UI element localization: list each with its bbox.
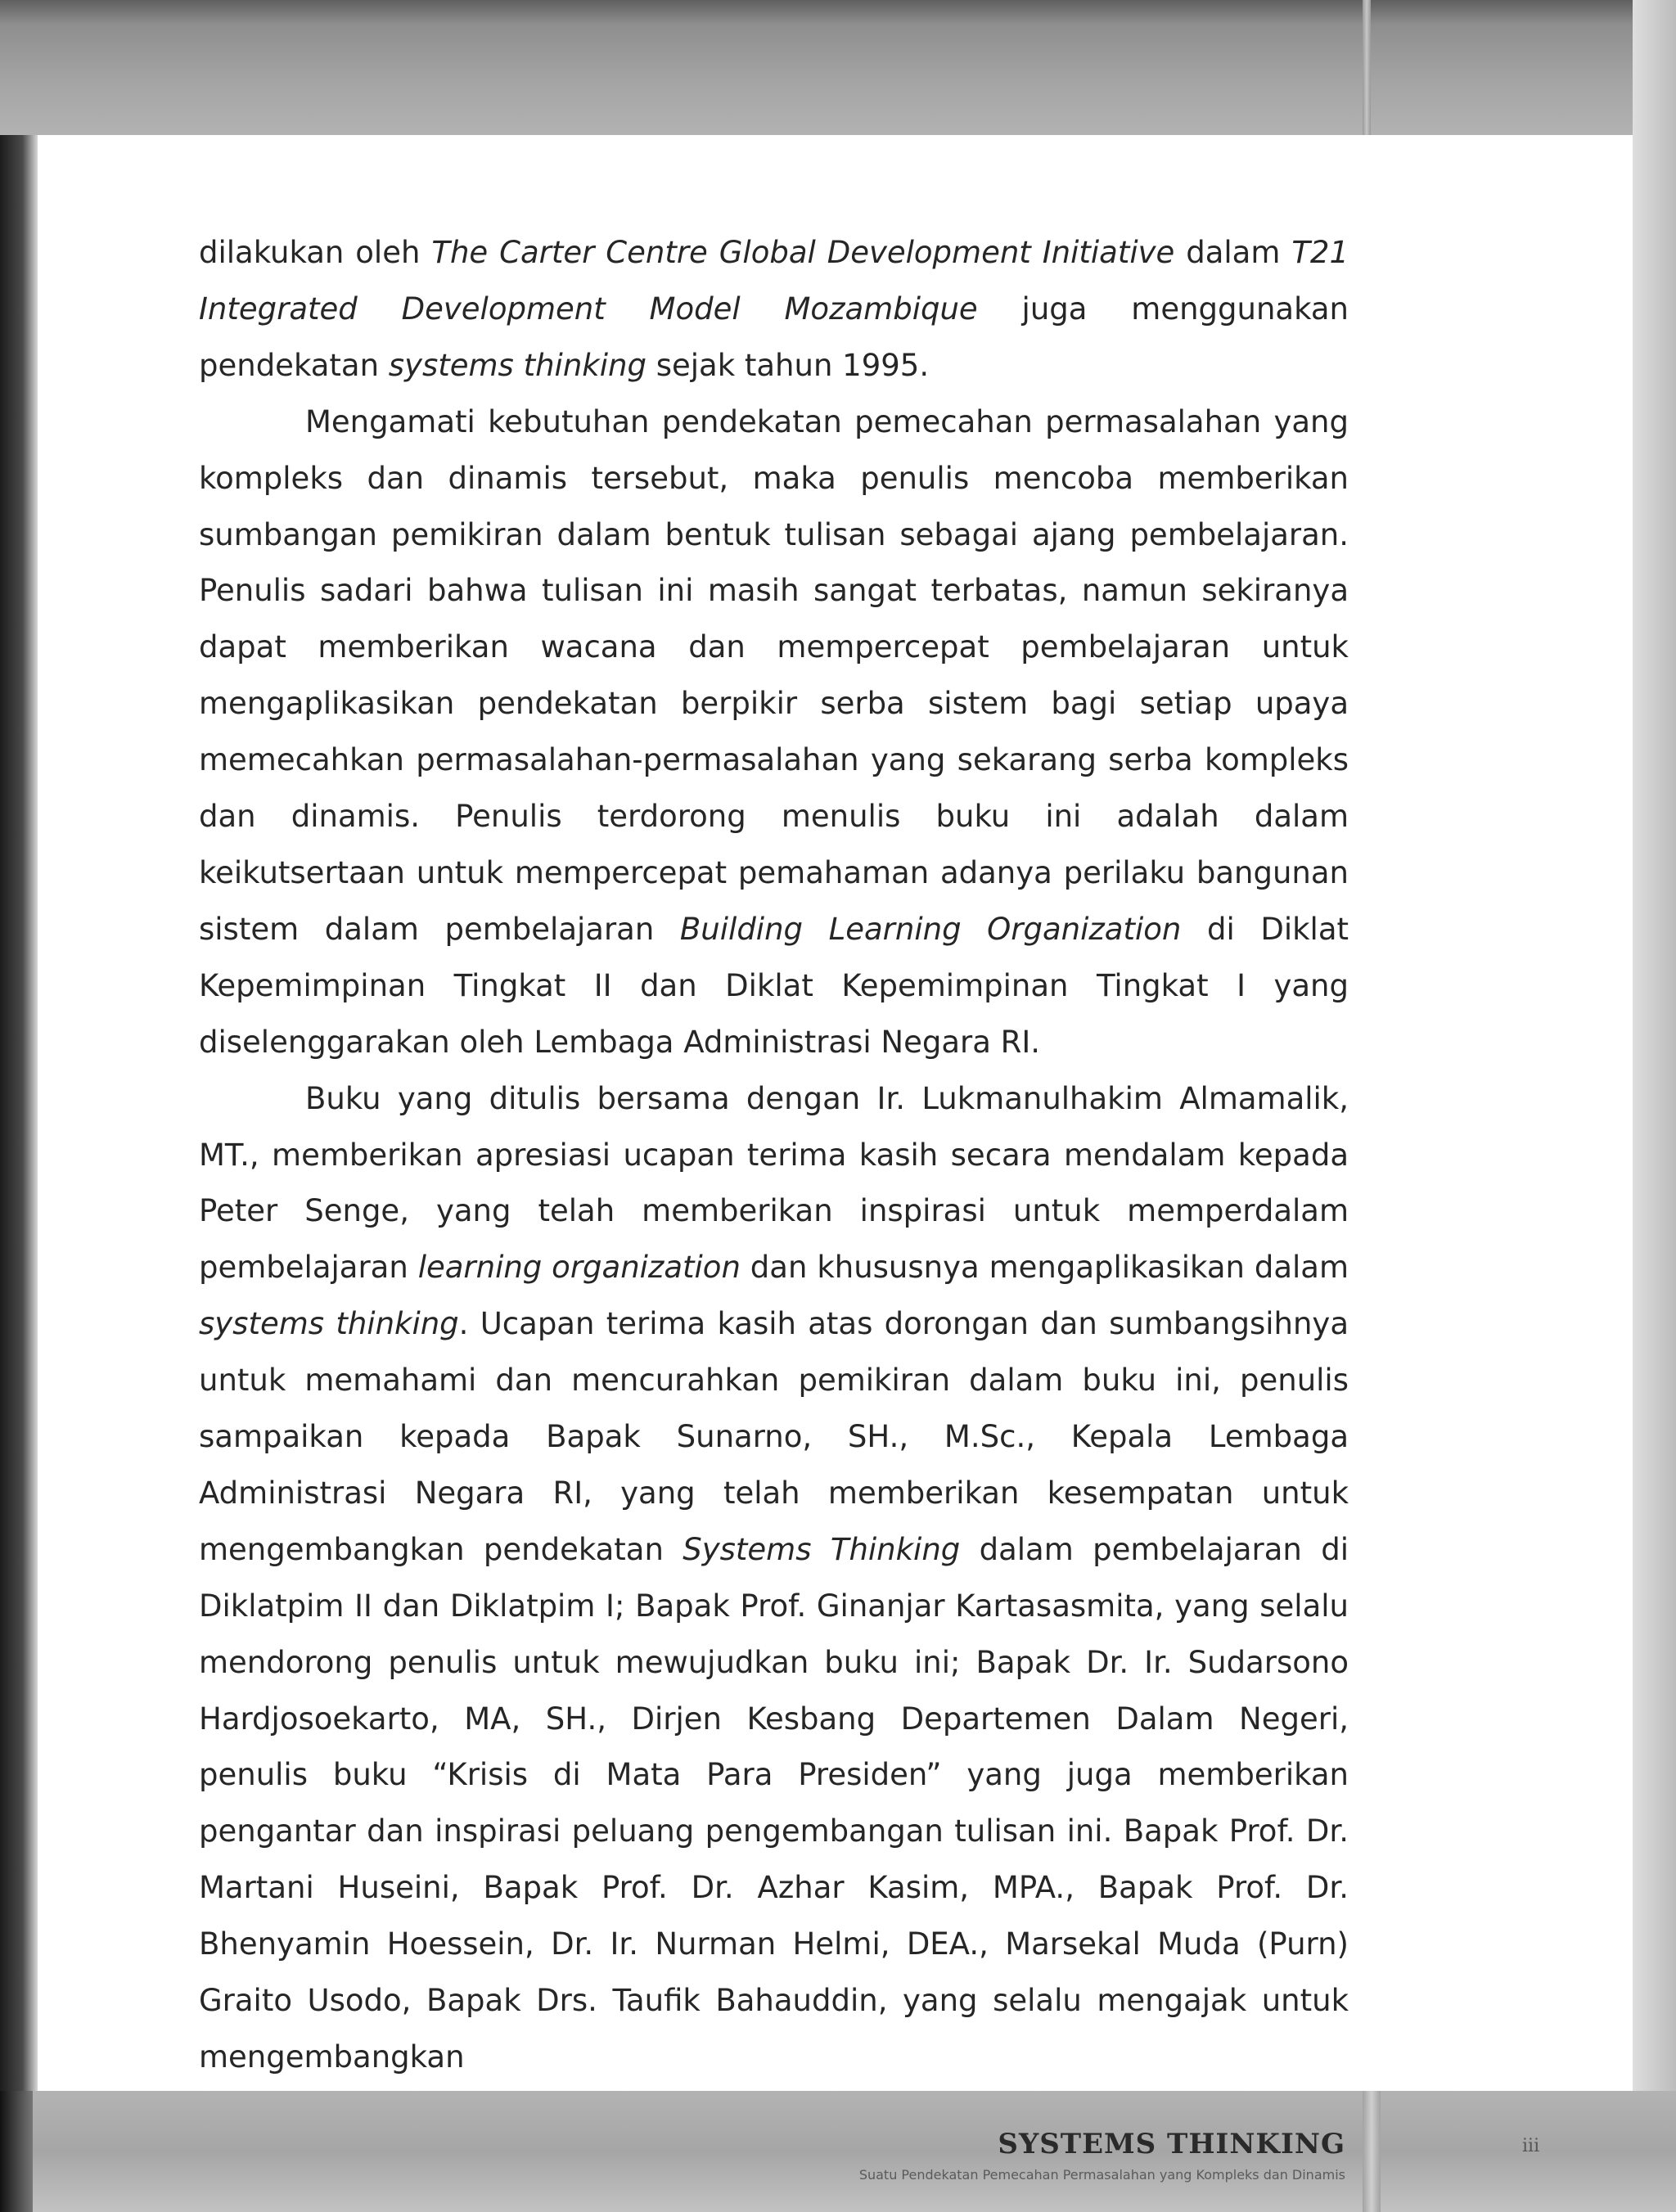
scan-left-border <box>0 135 38 2091</box>
italic-run: learning organization <box>417 1250 741 1286</box>
scan-top-border <box>0 0 1676 135</box>
italic-run: systems thinking <box>388 347 647 383</box>
footer-book-title: SYSTEMS THINKING <box>998 2128 1345 2160</box>
body-text <box>199 225 1349 2086</box>
scan-left-corner <box>0 2091 33 2212</box>
paragraph-3 <box>199 1071 1349 2086</box>
text-run: di Diklat Kepemimpinan Tingkat II dan Diklat Kepemimpinan Tingkat I yang diselenggarakan oleh Lembaga Administrasi Negara RI. <box>199 911 1349 1060</box>
italic-run: Systems Thinking <box>683 1531 961 1567</box>
text-run: sejak tahun 1995. <box>646 347 930 383</box>
paragraph-1 <box>199 225 1349 394</box>
text-run: dalam pembelajaran di Diklatpim II dan Diklatpim I; Bapak Prof. Ginanjar Kartasasmita, yang selalu mendorong penulis untuk mewujudkan buku ini; Bapak Dr. Ir. Sudarsono Hardjosoekarto, MA, SH., Dirjen Kesbang Departemen Dalam Negeri, penulis buku “Krisis di Mata Para Presiden” yang juga memberikan pengantar dan inspirasi peluang pengembangan tulisan ini. Bapak Prof. Dr. Martani Huseini, Bapak Prof. Dr. Azhar Kasim, MPA., Bapak Prof. Dr. Bhenyamin Hoessein, Dr. Ir. Nurman Helmi, DEA., Marsekal Muda (Purn) Graito Usodo, Bapak Drs. Taufik Bahauddin, yang selalu mengajak untuk mengembangkan <box>199 1531 1349 2075</box>
page-number: iii <box>1522 2136 1540 2156</box>
text-run: dan khususnya mengaplikasikan dalam <box>740 1250 1349 1286</box>
text-run: juga menggunakan pendekatan <box>199 291 1349 383</box>
text-run: dalam <box>1174 235 1292 270</box>
footer-book-subtitle: Suatu Pendekatan Pemecahan Permasalahan yang Kompleks dan Dinamis <box>858 2167 1345 2183</box>
text-run: Mengamati kebutuhan pendekatan pemecahan permasalahan yang kompleks dan dinamis tersebut, maka penulis mencoba memberikan sumbangan pemikiran dalam bentuk tulisan sebagai ajang pembelajaran. Penulis sadari bahwa tulisan ini masih sangat terbatas, namun sekiranya dapat memberikan wacana dan mempercepat pembelajaran untuk mengaplikasikan pendekatan berpikir serba sistem bagi setiap upaya memecahkan permasalahan-permasalahan yang sekarang serba kompleks dan dinamis. Penulis terdorong menulis buku ini adalah dalam keikutsertaan untuk mempercepat pemahaman adanya perilaku bangunan sistem dalam pembelajaran <box>199 403 1349 947</box>
text-run: . Ucapan terima kasih atas dorongan dan sumbangsihnya untuk memahami dan mencurahkan pemikiran dalam buku ini, penulis sampaikan kepada Bapak Sunarno, SH., M.Sc., Kepala Lembaga Administrasi Negara RI, yang telah memberikan kesempatan untuk mengembangkan pendekatan <box>199 1306 1349 1567</box>
text-run: Buku yang ditulis bersama dengan Ir. Lukmanulhakim Almamalik, MT., memberikan apresiasi ucapan terima kasih secara mendalam kepada Peter Senge, yang telah memberikan inspirasi untuk memperdalam pembelajaran <box>199 1080 1349 1286</box>
page-fold-shadow <box>1363 2091 1381 2212</box>
italic-run: Building Learning Organization <box>679 911 1182 947</box>
scan-bottom-border <box>0 2091 1676 2212</box>
italic-run: T21 Integrated Development Model Mozambique <box>199 235 1349 327</box>
scan-right-border <box>1633 0 1676 2212</box>
italic-run: The Carter Centre Global Development Initiative <box>431 235 1175 270</box>
page-fold-shadow <box>1363 0 1371 135</box>
text-run: dilakukan oleh <box>199 235 432 270</box>
paragraph-2 <box>199 394 1349 1071</box>
italic-run: systems thinking <box>199 1306 459 1342</box>
